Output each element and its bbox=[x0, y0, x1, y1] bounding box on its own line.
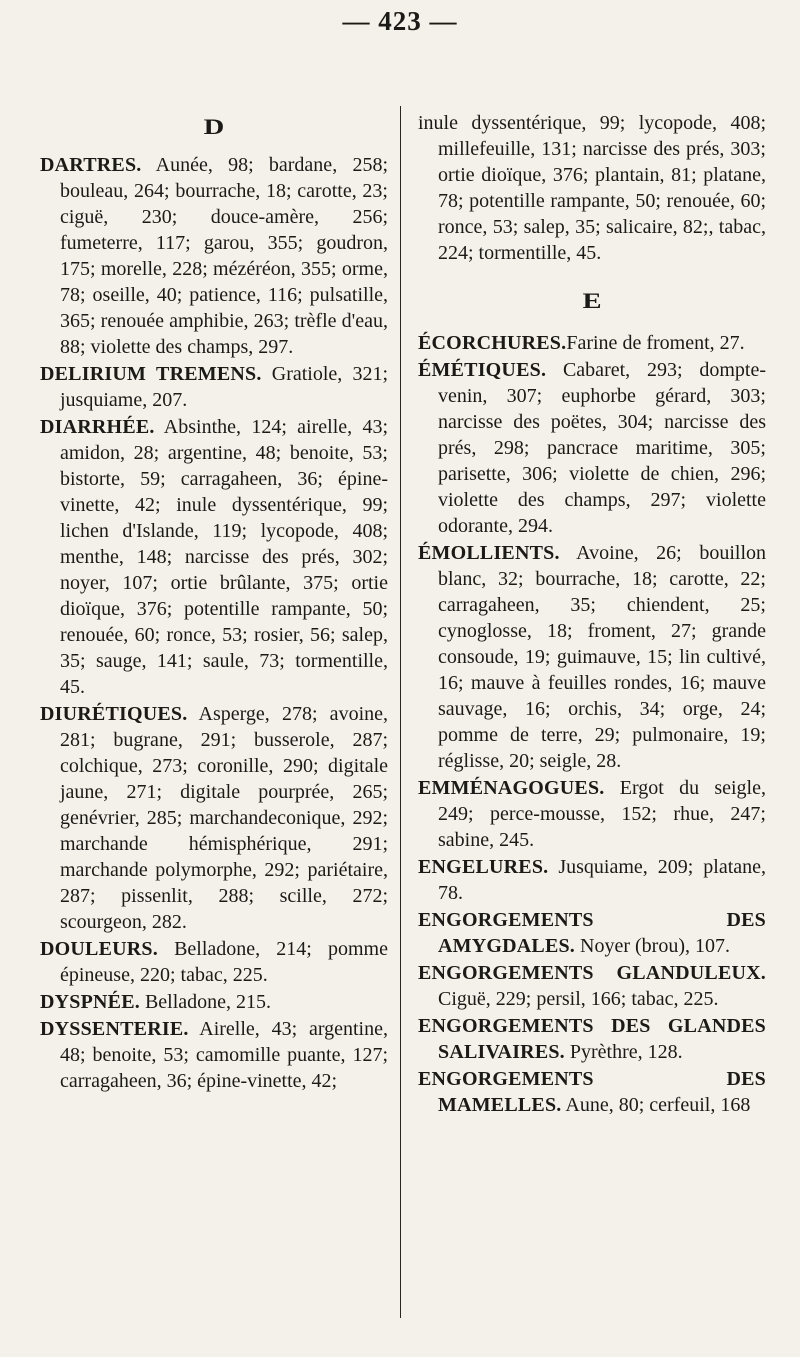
index-entry bbox=[40, 1016, 388, 1094]
entry-text: Gratiole, 321; jusquiame, 207. bbox=[60, 363, 388, 411]
entry-term: ÉCORCHURES. bbox=[418, 332, 567, 354]
entry-term: ÉMÉTIQUES. bbox=[418, 359, 547, 381]
entry-text: Farine de froment, 27. bbox=[566, 332, 745, 354]
entry-text: Cabaret, 293; dompte-venin, 307; euphorbe gérard, 303; narcisse des poëtes, 304; narcisse des prés, 298; pancrace maritime, 305; parisette, 306; violette de chien, 296; violette des champs, 297; violette odorante, 294. bbox=[438, 359, 766, 537]
index-entry bbox=[40, 701, 388, 935]
entry-term: DIARRHÉE. bbox=[40, 416, 155, 438]
entry-text: Ciguë, 229; persil, 166; tabac, 225. bbox=[438, 988, 719, 1010]
entry-term: ÉMOLLIENTS. bbox=[418, 542, 560, 564]
letter-heading-e: E bbox=[582, 288, 602, 313]
entry-text: Asperge, 278; avoine, 281; bugrane, 291; busserole, 287; colchique, 273; coronille, 290; digitale jaune, 271; digitale pourprée, 265; genévrier, 285; marchandeconique, 292; marchande hémisphérique, 291; marchande polymorphe, 292; pariétaire, 287; pissenlit, 288; scille, 272; scourgeon, 282. bbox=[60, 703, 388, 933]
letter-heading-d: D bbox=[203, 114, 225, 139]
entry-term: DELIRIUM TREMENS. bbox=[40, 363, 262, 385]
entry-term: ENGORGEMENTS GLANDULEUX. bbox=[418, 962, 766, 984]
index-entry bbox=[418, 1013, 766, 1065]
entry-term: ENGORGEMENTS DES MAMELLES. bbox=[418, 1068, 766, 1116]
entry-term: EMMÉNAGOGUES. bbox=[418, 777, 605, 799]
entry-text: Jusquiame, 209; platane, 78. bbox=[438, 856, 766, 904]
entry-text: Pyrèthre, 128. bbox=[564, 1041, 683, 1063]
entry-text: Aune, 80; cerfeuil, 168 bbox=[561, 1094, 751, 1116]
entry-term: DOULEURS. bbox=[40, 938, 158, 960]
entry-term: DYSPNÉE. bbox=[40, 991, 140, 1013]
index-entry bbox=[40, 989, 388, 1015]
left-column bbox=[40, 110, 388, 1095]
entry-term: DARTRES. bbox=[40, 154, 142, 176]
page-number: — 423 — bbox=[342, 6, 458, 36]
entry-term: DIURÉTIQUES. bbox=[40, 703, 188, 725]
entry-term: DYSSENTERIE. bbox=[40, 1018, 189, 1040]
continued-entry: inule dyssentérique, 99; lycopode, 408; millefeuille, 131; narcisse des prés, 303; ortie dioïque, 376; plantain, 81; platane, 78; potentille rampante, 50; renouée, 60; ronce, 53; salep, 35; salicaire, 82;, tabac, 224; tormentille, 45. bbox=[418, 112, 766, 264]
index-entry bbox=[418, 960, 766, 1012]
entry-term: ENGORGEMENTS DES GLANDES SALIVAIRES. bbox=[418, 1015, 766, 1063]
index-entry bbox=[418, 907, 766, 959]
entry-text: Ergot du seigle, 249; perce-mousse, 152; rhue, 247; sabine, 245. bbox=[438, 777, 766, 851]
index-entry bbox=[418, 1066, 766, 1118]
right-entries bbox=[418, 330, 766, 1118]
left-entries bbox=[40, 152, 388, 1094]
index-entry bbox=[40, 936, 388, 988]
index-entry bbox=[40, 361, 388, 413]
entry-text: Belladone, 214; pomme épineuse, 220; tabac, 225. bbox=[60, 938, 388, 986]
index-entry bbox=[40, 152, 388, 360]
index-entry bbox=[418, 854, 766, 906]
entry-term: ENGELURES. bbox=[418, 856, 549, 878]
right-column bbox=[418, 110, 766, 1119]
entry-term: ENGORGEMENTS DES AMYGDALES. bbox=[418, 909, 766, 957]
index-entry bbox=[418, 357, 766, 539]
entry-text: Noyer (brou), 107. bbox=[575, 935, 730, 957]
index-entry bbox=[418, 330, 766, 356]
entry-text: Belladone, 215. bbox=[139, 991, 272, 1013]
entry-text: Aunée, 98; bardane, 258; bouleau, 264; bourrache, 18; carotte, 23; ciguë, 230; douce-amère, 256; fumeterre, 117; garou, 355; goudron, 175; morelle, 228; mézéréon, 355; orme, 78; oseille, 40; patience, 116; pulsatille, 365; renouée amphibie, 263; trèfle d'eau, 88; violette des champs, 297. bbox=[60, 154, 388, 358]
entry-text: Avoine, 26; bouillon blanc, 32; bourrache, 18; carotte, 22; carragaheen, 35; chiendent, 25; cynoglosse, 18; froment, 27; grande consoude, 19; guimauve, 15; lin cultivé, 16; mauve à feuilles rondes, 16; mauve sauvage, 16; orchis, 34; orge, 24; pomme de terre, 29; pulmonaire, 19; réglisse, 20; seigle, 28. bbox=[438, 542, 766, 772]
index-entry bbox=[40, 414, 388, 700]
entry-text: Airelle, 43; argentine, 48; benoite, 53; camomille puante, 127; carragaheen, 36; épine-vinette, 42; bbox=[60, 1018, 388, 1092]
entry-text: Absinthe, 124; airelle, 43; amidon, 28; argentine, 48; benoite, 53; bistorte, 59; carragaheen, 36; épine-vinette, 42; inule dyssentérique, 99; lichen d'Islande, 119; lycopode, 408; menthe, 148; narcisse des prés, 302; noyer, 107; ortie brûlante, 375; ortie dioïque, 376; potentille rampante, 50; renouée, 60; ronce, 53; rosier, 56; salep, 35; sauge, 141; saule, 73; tormentille, 45. bbox=[60, 416, 388, 698]
index-entry bbox=[418, 775, 766, 853]
index-entry bbox=[418, 540, 766, 774]
